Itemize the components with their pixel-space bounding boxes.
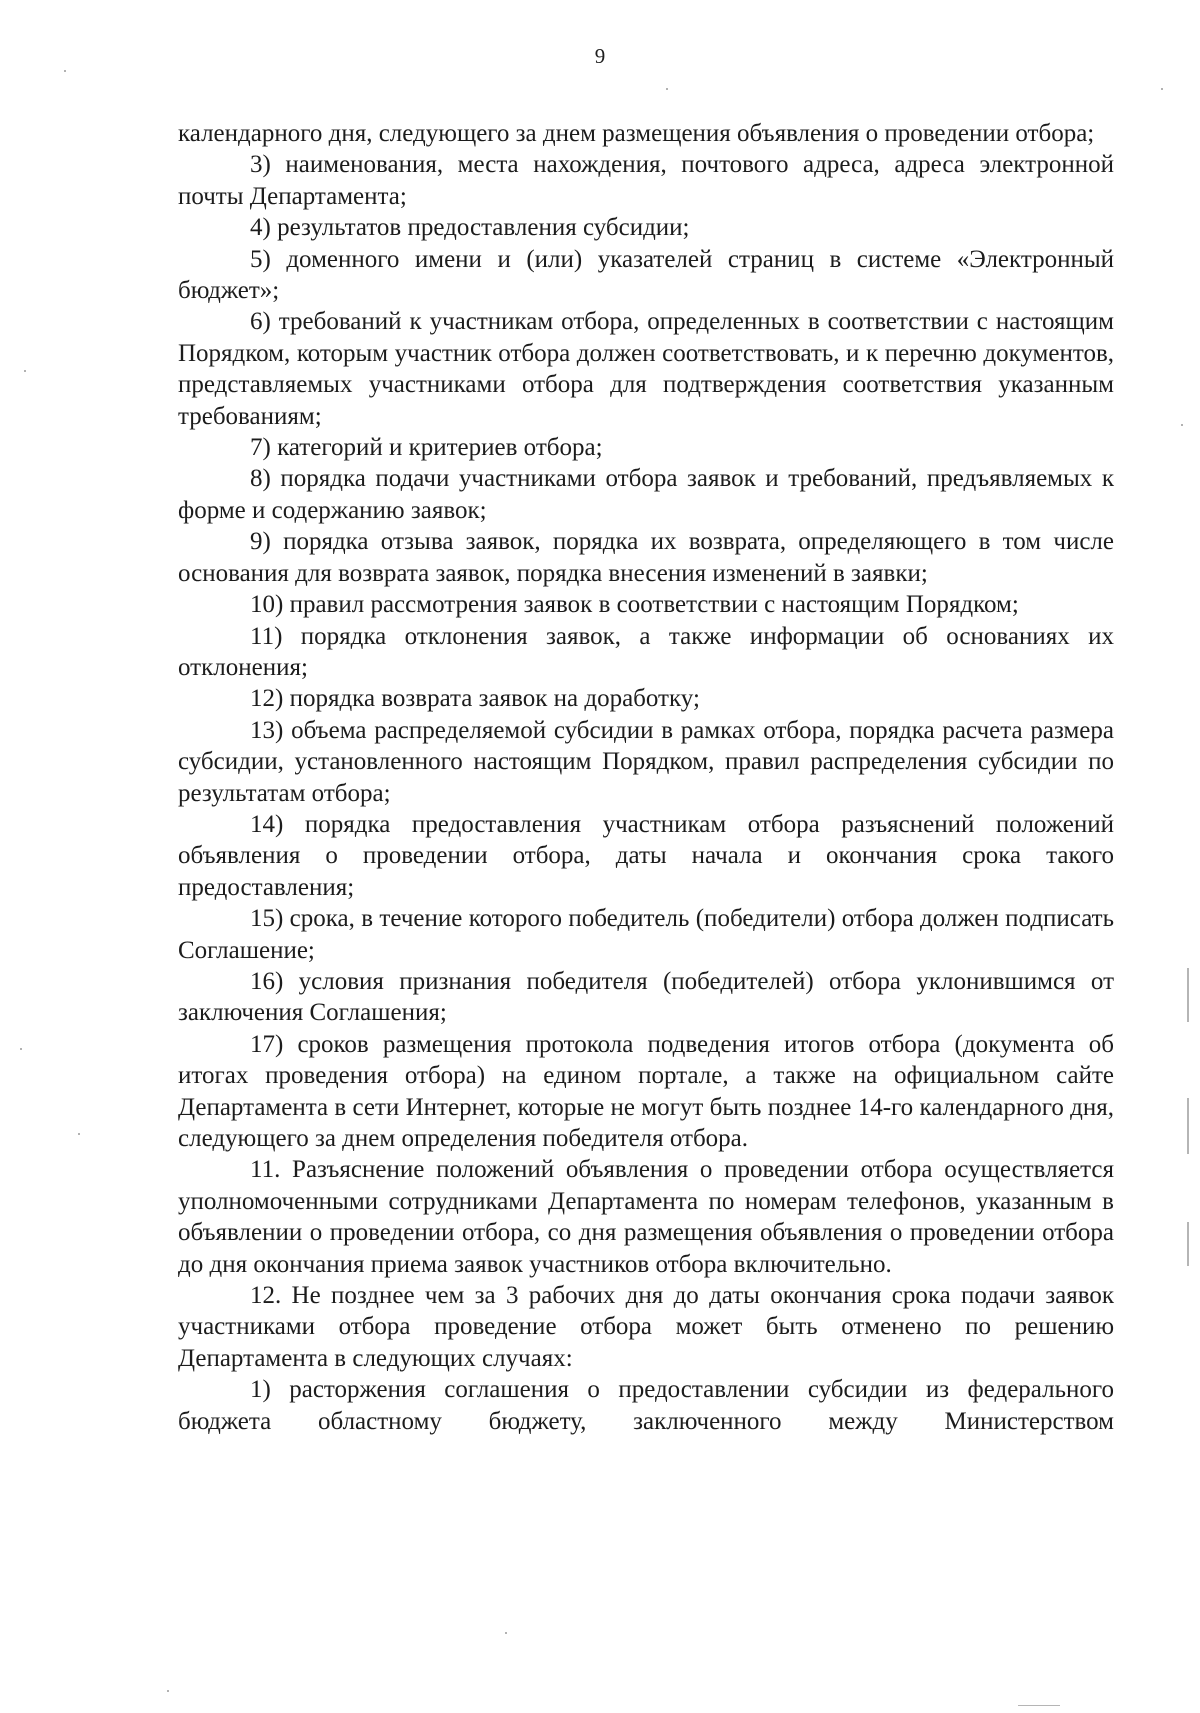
list-item-3: 3) наименования, места нахождения, почтового адреса, адреса электронной почты Департамента;: [178, 151, 1114, 210]
paragraph-continuation: календарного дня, следующего за днем размещения объявления о проведении отбора;: [178, 120, 1095, 147]
scan-speck: [24, 370, 26, 372]
list-item-12: 12) порядка возврата заявок на доработку;: [250, 685, 700, 713]
list-item-9: 9) порядка отзыва заявок, порядка их возврата, определяющего в том числе основания для возврата заявок, порядка внесения изменений в заявки;: [178, 528, 1114, 587]
page-number: 9: [594, 44, 606, 68]
list-item-4: 4) результатов предоставления субсидии;: [250, 214, 690, 242]
list-item-7: 7) категорий и критериев отбора;: [250, 434, 603, 462]
section-12-item-1: 1) расторжения соглашения о предоставлении субсидии из федерального бюджета областному бюджету, заключенного между Министерством: [178, 1376, 1114, 1435]
list-item-17: 17) сроков размещения протокола подведения итогов отбора (документа об итогах проведения отбора) на едином портале, а также на официальном сайте Департамента в сети Интернет, которые не могут быть позднее 14-го календарного дня, следующего за днем определения победителя отбора.: [178, 1030, 1114, 1152]
list-item-16: 16) условия признания победителя (победителей) отбора уклонившимся от заключения Соглашения;: [178, 967, 1114, 1027]
scan-speck: [167, 1690, 169, 1692]
scan-speck: [505, 1632, 507, 1634]
scan-speck: [1161, 88, 1163, 90]
scan-speck: [64, 70, 66, 72]
list-item-10: 10) правил рассмотрения заявок в соответствии с настоящим Порядком;: [250, 591, 1019, 619]
scan-speck: [666, 88, 668, 90]
scan-speck: [78, 1133, 80, 1135]
list-item-6: 6) требований к участникам отбора, определенных в соответствии с настоящим Порядком, которым участник отбора должен соответствовать, и к перечню документов, представляемых участниками отбора для подтверждения соответствия указанным требованиям;: [178, 308, 1114, 430]
document-body: [178, 118, 1114, 1437]
list-item-15: 15) срока, в течение которого победитель (победители) отбора должен подписать Соглашение;: [178, 905, 1114, 964]
section-12-paragraph: 12. Не позднее чем за 3 рабочих дня до даты окончания срока подачи заявок участниками отбора проведение отбора может быть отменено по решению Департамента в следующих случаях:: [178, 1282, 1114, 1372]
section-11-paragraph: 11. Разъяснение положений объявления о проведении отбора осуществляется уполномоченными сотрудниками Департамента по номерам телефонов, указанным в объявлении о проведении отбора, со дня размещения объявления о проведении отбора до дня окончания приема заявок участников отбора включительно.: [178, 1156, 1114, 1278]
list-item-5: 5) доменного имени и (или) указателей страниц в системе «Электронный бюджет»;: [178, 245, 1114, 305]
list-item-13: 13) объема распределяемой субсидии в рамках отбора, порядка расчета размера субсидии, установленного настоящим Порядком, правил распределения субсидии по результатам отбора;: [178, 716, 1114, 807]
scan-speck: [1181, 424, 1183, 426]
scan-speck: [20, 1048, 22, 1050]
scan-edge-line: [1187, 1222, 1189, 1266]
list-item-11: 11) порядка отклонения заявок, а также информации об основаниях их отклонения;: [178, 622, 1114, 681]
scan-edge-line: [1187, 968, 1189, 1022]
list-item-8: 8) порядка подачи участниками отбора заявок и требований, предъявляемых к форме и содержанию заявок;: [178, 465, 1114, 524]
list-item-14: 14) порядка предоставления участникам отбора разъяснений положений объявления о проведении отбора, даты начала и окончания срока такого предоставления;: [178, 810, 1114, 901]
scan-edge-line: [1018, 1705, 1060, 1706]
scan-edge-line: [1187, 1098, 1189, 1154]
